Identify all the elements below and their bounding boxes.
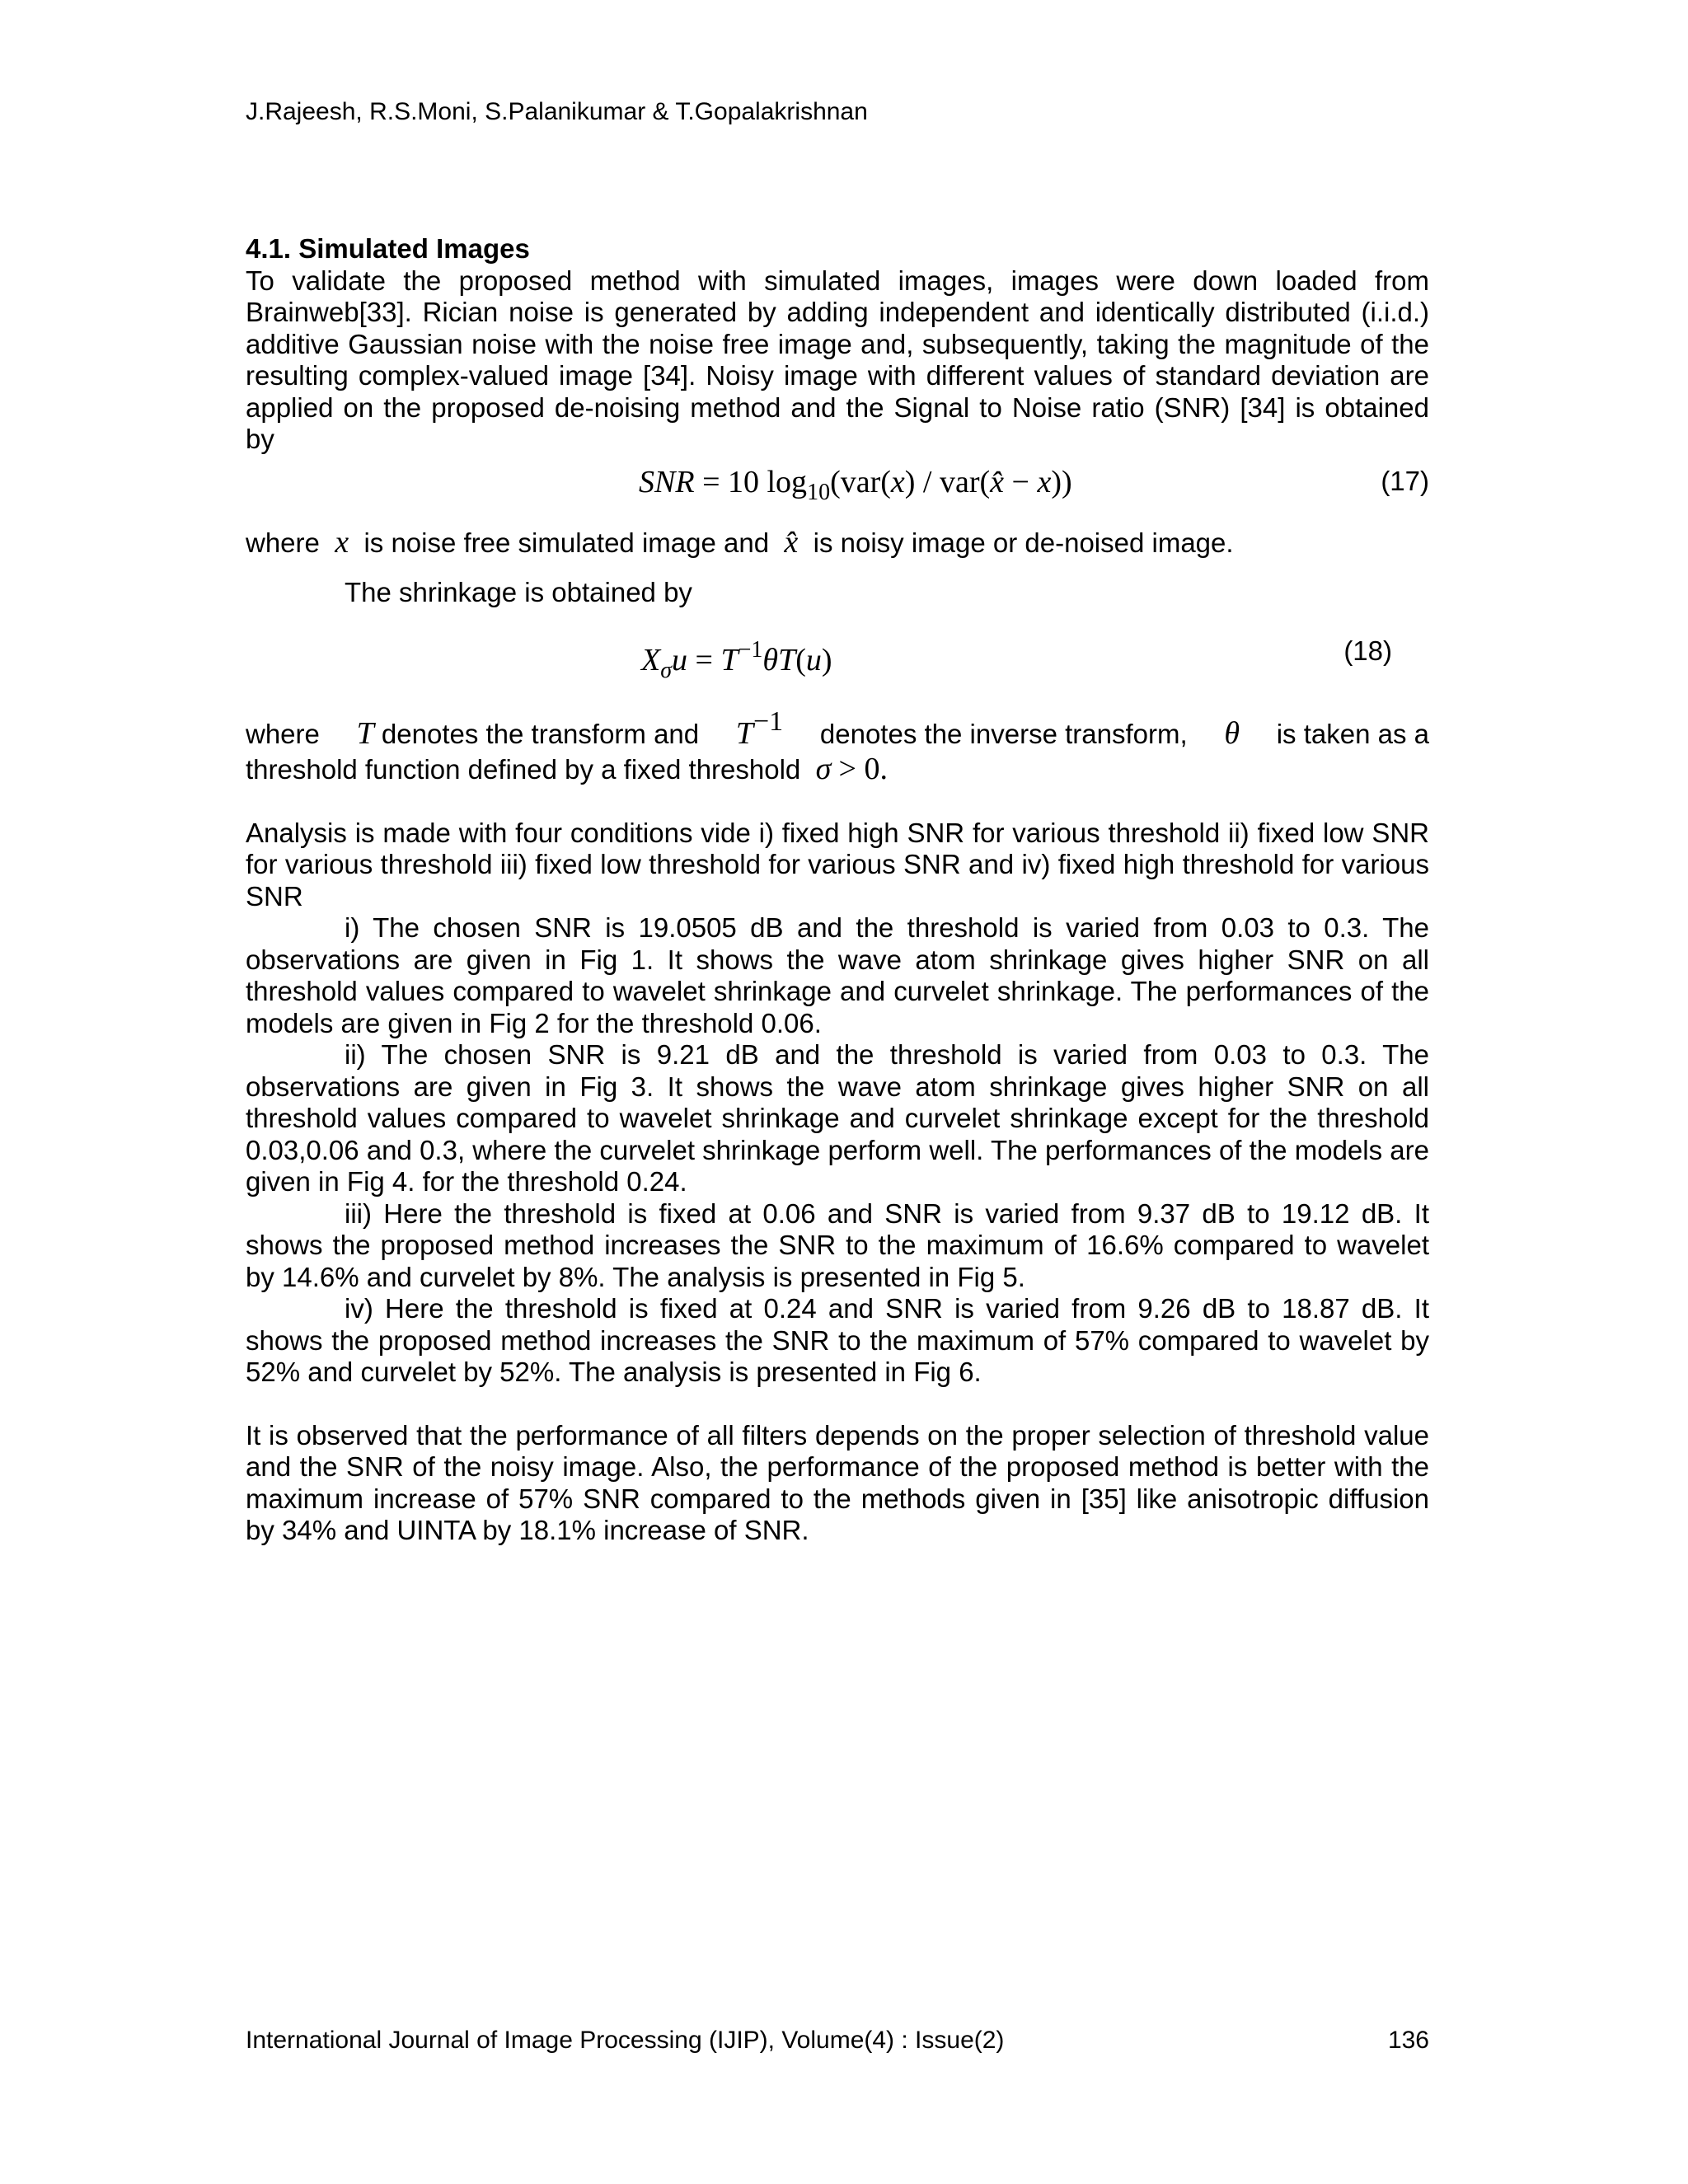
analysis-item-1: i) The chosen SNR is 19.0505 dB and the threshold is varied from 0.03 to 0.3. The observations are given in Fig 1. It shows the wave atom shrinkage gives higher SNR on all threshold values compared to wavelet shrinkage and curvelet shrinkage. The performances of the models are given in Fig 2 for the threshold 0.06. bbox=[246, 912, 1429, 1038]
equation-18-formula: $X_\sigma u = T^{-1}\theta T(u)$ bbox=[641, 636, 832, 683]
where-paragraph-18-line1: where T denotes the transform and T−1 denotes the inverse transform, θ is taken as a bbox=[246, 705, 1429, 751]
running-head-authors: J.Rajeesh, R.S.Moni, S.Palanikumar & T.Gopalakrishnan bbox=[246, 98, 868, 125]
where-paragraph-17: where x is noise free simulated image and x̂ is noisy image or de-noised image. bbox=[246, 524, 1234, 560]
analysis-intro: Analysis is made with four conditions vide i) fixed high SNR for various threshold ii) fixed low SNR for various threshold iii) fixed low threshold for various SNR and iv) fixed high threshold for various SNR bbox=[246, 817, 1429, 912]
analysis-item-4: iv) Here the threshold is fixed at 0.24 and SNR is varied from 9.26 dB to 18.87 dB. It shows the proposed method increases the SNR to the maximum of 57% compared to wavelet by 52% and curvelet by 52%. The analysis is presented in Fig 6. bbox=[246, 1293, 1429, 1387]
section-title: 4.1. Simulated Images bbox=[246, 233, 530, 264]
journal-citation: International Journal of Image Processing (IJIP), Volume(4) : Issue(2) bbox=[246, 2027, 1005, 2054]
shrinkage-intro: The shrinkage is obtained by bbox=[345, 577, 692, 607]
conclusion-paragraph: It is observed that the performance of all filters depends on the proper selection of threshold value and the SNR of the noisy image. Also, the performance of the proposed method is better with the maximum increase of 57% SNR compared to the methods given in [35] like anisotropic diffusion by 34% and UINTA by 18.1% increase of SNR. bbox=[246, 1419, 1429, 1545]
equation-17-number: (17) bbox=[1381, 465, 1429, 496]
page-footer bbox=[246, 2026, 1429, 2055]
analysis-item-3: iii) Here the threshold is fixed at 0.06 and SNR is varied from 9.37 dB to 19.12 dB. It shows the proposed method increases the SNR to the maximum of 16.6% compared to wavelet by 14.6% and curvelet by 8%. The analysis is presented in Fig 5. bbox=[246, 1197, 1429, 1292]
main-content bbox=[246, 233, 1429, 1547]
equation-17 bbox=[246, 456, 1429, 509]
equation-18 bbox=[246, 609, 1429, 685]
intro-paragraph: To validate the proposed method with simulated images, images were down loaded from Brainweb[33]. Rician noise is generated by adding independent and identically distributed (i.i.d.) additive Gaussian noise with the noise free image and, subsequently, taking the magnitude of the resulting complex-valued image [34]. Noisy image with different values of standard deviation are applied on the proposed de-noising method and the Signal to Noise ratio (SNR) [34] is obtained by bbox=[246, 265, 1429, 454]
analysis-item-2: ii) The chosen SNR is 9.21 dB and the threshold is varied from 0.03 to 0.3. The observations are given in Fig 3. It shows the wave atom shrinkage gives higher SNR on all threshold values compared to wavelet shrinkage and curvelet shrinkage except for the threshold 0.03,0.06 and 0.3, where the curvelet shrinkage perform well. The performances of the models are given in Fig 4. for the threshold 0.24. bbox=[246, 1039, 1429, 1197]
page-number: 136 bbox=[1387, 2027, 1429, 2054]
equation-17-formula: SNR = 10 $\log_{10}(var(x)$ / var(x̂ − x)) bbox=[639, 464, 1072, 505]
equation-18-number: (18) bbox=[1343, 635, 1392, 666]
where-paragraph-18-line2: threshold function defined by a fixed threshold σ > 0. bbox=[246, 752, 888, 786]
